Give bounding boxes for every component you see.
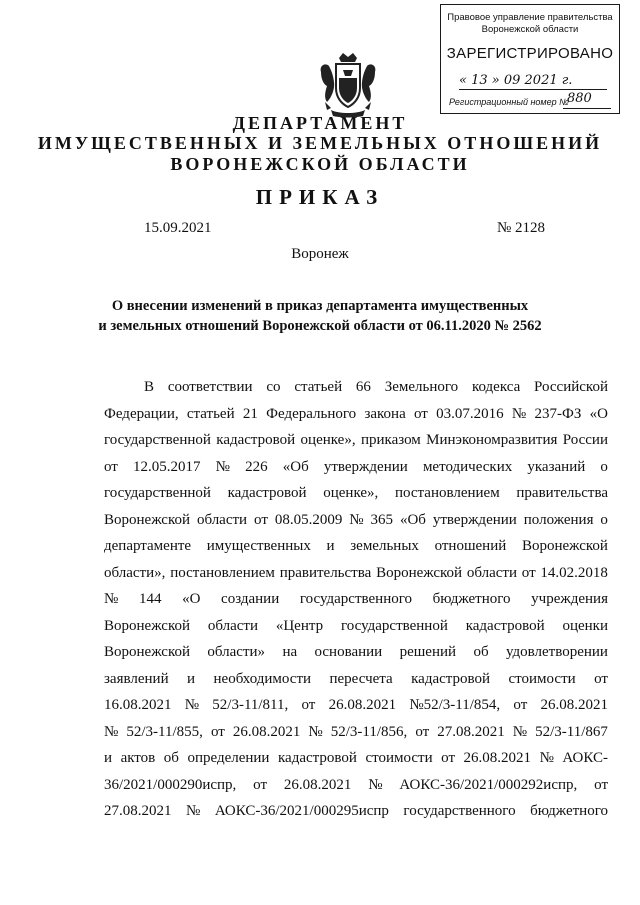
body-word: государственного <box>299 591 412 607</box>
body-word: № <box>308 723 323 740</box>
body-word: государственной <box>340 617 448 634</box>
body-line <box>104 537 608 555</box>
body-line <box>104 749 608 767</box>
body-word: 27.08.2021 <box>437 723 505 740</box>
body-word: 12.05.2017 <box>133 458 201 475</box>
body-word: 16.08.2021 <box>104 697 172 713</box>
body-word: закона <box>364 405 406 422</box>
body-word: создании <box>221 591 280 607</box>
body-line <box>104 802 608 820</box>
body-word: Воронежской <box>104 511 190 528</box>
body-word: от <box>415 723 430 740</box>
registration-stamp <box>440 4 620 114</box>
body-word: № <box>186 803 201 819</box>
body-word: АОКС- <box>562 750 608 766</box>
body-word: от <box>513 697 528 713</box>
body-word: оценке», <box>300 432 356 448</box>
body-word: Федерации, <box>104 405 179 422</box>
body-word: Минэкономразвития <box>426 432 558 448</box>
body-word: 66 <box>355 379 371 395</box>
body-word: Федерального <box>266 405 357 422</box>
stamp-regnum-label: Регистрационный номер № <box>449 97 569 107</box>
body-word: Российской <box>534 379 608 395</box>
body-word: от <box>441 750 455 766</box>
body-word: бюджетного <box>432 591 511 607</box>
body-line <box>104 643 608 661</box>
document-number: № 2128 <box>497 220 546 236</box>
body-word: правительства <box>279 564 372 581</box>
body-word: 26.08.2021 <box>232 723 301 740</box>
body-word: № <box>349 511 364 528</box>
body-word: решений <box>399 644 457 660</box>
body-word: об <box>473 644 489 660</box>
body-word: имущественных <box>206 538 311 554</box>
body-word: основании <box>314 644 383 660</box>
body-line <box>104 405 608 423</box>
body-word: государственной <box>104 432 211 448</box>
body-word: № <box>184 697 200 713</box>
body-word: 52/3-11/811, <box>212 697 289 713</box>
body-word: России <box>562 432 608 448</box>
stamp-registered-label: ЗАРЕГИСТРИРОВАНО <box>446 45 614 62</box>
body-word: от <box>301 697 316 713</box>
body-word: учреждения <box>531 591 608 607</box>
stamp-authority-line2: Воронежской области <box>481 24 579 35</box>
body-word: области <box>207 617 258 634</box>
body-word: № <box>368 776 383 793</box>
body-line <box>104 458 608 476</box>
stamp-authority-line1: Правовое управление правительства <box>447 12 613 23</box>
body-word: стоимости <box>508 670 576 687</box>
body-word: пересчета <box>329 670 393 687</box>
body-word: области» <box>207 644 266 660</box>
body-line <box>104 431 608 449</box>
body-word: области», <box>104 564 166 581</box>
body-word: 36/2021/000290испр, <box>104 776 237 793</box>
body-word: № <box>104 591 119 607</box>
body-word: В <box>144 379 155 395</box>
body-word: 52/3-11/856, <box>330 723 408 740</box>
body-word: правительства <box>516 485 608 501</box>
department-title-line3: ВОРОНЕЖСКОЙ ОБЛАСТИ <box>170 154 470 174</box>
body-word: № <box>215 458 230 475</box>
body-word: утверждении <box>323 458 408 475</box>
body-word: о <box>600 458 608 475</box>
body-word: от <box>104 458 118 475</box>
body-word: АОКС-36/2021/000292испр, <box>399 776 578 793</box>
body-line <box>104 723 608 741</box>
body-word: «Об <box>282 458 309 475</box>
body-word: 14.02.2018 <box>540 564 608 581</box>
body-word: необходимости <box>213 670 312 687</box>
body-word: со <box>266 379 281 395</box>
body-word: определении <box>187 750 270 766</box>
body-word: № <box>512 723 528 740</box>
body-word: статьей <box>294 379 343 395</box>
body-line <box>104 511 608 529</box>
body-word: земельных <box>350 538 419 554</box>
body-word: 365 <box>370 511 394 528</box>
body-word: оценке», <box>323 485 379 501</box>
body-word: оценки <box>562 617 608 634</box>
body-word: № <box>539 750 554 766</box>
body-word: 26.08.2021 <box>463 750 532 766</box>
body-word: 52/3-11/867 <box>535 723 608 740</box>
stamp-regnum-value: 880 <box>567 91 592 106</box>
body-word: актов <box>120 750 156 766</box>
coat-of-arms-icon <box>317 52 379 118</box>
body-word: «Центр <box>275 617 324 634</box>
subject-line2: и земельных отношений Воронежской области от 06.11.2020 № 2562 <box>98 318 542 334</box>
body-word: удовлетворении <box>505 644 608 660</box>
body-word: на <box>282 644 298 660</box>
body-word: положения <box>523 511 594 528</box>
body-word: от <box>254 511 268 528</box>
body-word: 237-ФЗ <box>534 405 582 422</box>
body-line <box>104 564 608 582</box>
stamp-date-underline <box>459 89 607 90</box>
body-word: от <box>594 670 608 687</box>
body-word: соответствии <box>167 379 253 395</box>
body-line <box>104 670 608 688</box>
body-line <box>104 776 608 794</box>
body-word: 26.08.2021 <box>540 697 608 713</box>
stamp-date: « 13 » 09 2021 г. <box>459 73 573 88</box>
body-word: заявлений <box>104 670 169 687</box>
body-word: №52/3-11/854, <box>409 697 501 713</box>
body-word: от <box>253 776 268 793</box>
body-word: 26.08.2021 <box>283 776 352 793</box>
body-word: Воронежской <box>521 538 608 554</box>
body-word: постановлением <box>394 485 500 501</box>
body-word: Воронежской <box>376 564 463 581</box>
body-word: кадастровой <box>278 750 357 766</box>
body-word: кадастровой <box>411 670 491 687</box>
body-word: «О <box>589 405 608 422</box>
body-word: 26.08.2021 <box>328 697 397 713</box>
body-word: области <box>196 511 248 528</box>
body-word: методических <box>422 458 513 475</box>
body-word: «О <box>182 591 201 607</box>
body-word: бюджетного <box>530 803 608 819</box>
body-word: утверждении <box>432 511 517 528</box>
body-word: 27.08.2021 <box>104 803 172 819</box>
body-word: № <box>511 405 527 422</box>
body-word: 03.07.2016 <box>436 405 504 422</box>
department-title-line1: ДЕПАРТАМЕНТ <box>232 113 408 133</box>
body-word: № <box>104 723 119 740</box>
body-word: указаний <box>527 458 586 475</box>
body-word: и <box>326 538 335 554</box>
body-word: Воронежской <box>104 617 190 634</box>
document-type: ПРИКАЗ <box>255 185 385 209</box>
body-line <box>104 696 608 714</box>
document-date: 15.09.2021 <box>144 220 212 236</box>
document-subject <box>0 296 640 336</box>
body-word: государственного <box>403 803 516 819</box>
body-word: от <box>210 723 225 740</box>
body-word: АОКС-36/2021/000295испр <box>214 803 389 819</box>
body-word: департаменте <box>104 538 192 554</box>
body-word: 52/3-11/855, <box>126 723 203 740</box>
body-word: государственной <box>104 485 211 501</box>
body-word: 08.05.2009 <box>274 511 343 528</box>
body-word: кадастровой <box>216 432 296 448</box>
body-word: от <box>594 776 608 793</box>
body-word: кадастровой <box>227 485 307 501</box>
body-word: кодекса <box>471 379 521 395</box>
subject-line1: О внесении изменений в приказ департамента имущественных <box>111 298 529 314</box>
body-word: и <box>104 750 113 766</box>
body-word: Воронежской <box>104 644 190 660</box>
body-word: стоимости <box>365 750 433 766</box>
body-word: 226 <box>245 458 268 475</box>
body-line <box>104 617 608 635</box>
body-word: приказом <box>360 432 421 448</box>
body-line <box>104 590 608 608</box>
body-word: 21 <box>242 405 258 422</box>
body-word: об <box>163 750 179 766</box>
body-word: от <box>521 564 536 581</box>
body-word: статьей <box>186 405 235 422</box>
body-word: «Об <box>399 511 426 528</box>
body-word: от <box>414 405 428 422</box>
body-word: о <box>600 511 608 528</box>
body-word: отношений <box>434 538 507 554</box>
body-word: кадастровой <box>465 617 545 634</box>
stamp-regnum-underline <box>563 108 611 109</box>
body-word: области <box>466 564 517 581</box>
body-line <box>144 378 608 396</box>
body-word: постановлением <box>170 564 275 581</box>
document-city: Воронеж <box>291 246 349 262</box>
body-word: и <box>187 670 196 687</box>
department-title-line2: ИМУЩЕСТВЕННЫХ И ЗЕМЕЛЬНЫХ ОТНОШЕНИЙ <box>37 133 603 153</box>
body-line <box>104 484 608 502</box>
body-word: Земельного <box>384 379 459 395</box>
body-word: 144 <box>138 591 162 607</box>
